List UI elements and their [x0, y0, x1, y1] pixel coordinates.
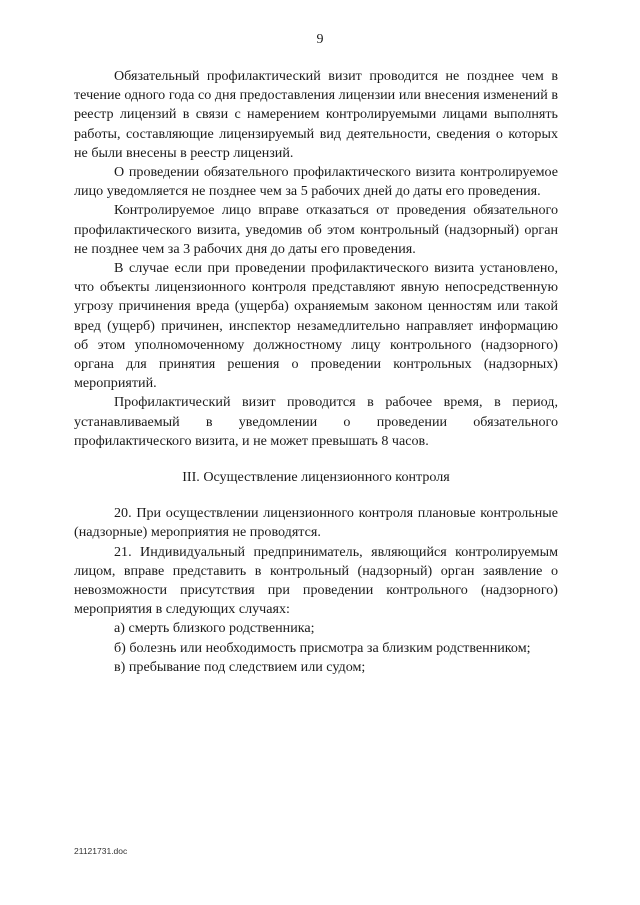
list-item-v: в) пребывание под следствием или судом;: [114, 658, 366, 675]
section-heading: III. Осуществление лицензионного контроля: [182, 469, 450, 486]
paragraph-mandatory-visit-deadline: Обязательный профилактический визит проводится не позднее чем в течение одного года со дня предоставления лицензии или внесения изменений в реестр лицензий в связи с намерением контролируемыми лицами выполнять работы, составляющие лицензируемый вид деятельности, сведения о которых не были внесены в реестр лицензий.: [74, 68, 558, 161]
paragraph-visit-refusal: Контролируемое лицо вправе отказаться от проведения обязательного профилактического визита, уведомив об этом контрольный (надзорный) орган не позднее чем за 3 рабочих дня до даты его проведения.: [74, 202, 558, 257]
page-number: 9: [316, 32, 324, 47]
paragraph-visit-notification: О проведении обязательного профилактического визита контролируемое лицо уведомляется не позднее чем за 5 рабочих дней до даты его проведения.: [74, 164, 558, 200]
document-body: [74, 67, 558, 677]
paragraph-item-20: 20. При осуществлении лицензионного контроля плановые контрольные (надзорные) мероприятия не проводятся.: [74, 505, 558, 541]
paragraph-threat-reporting: В случае если при проведении профилактического визита установлено, что объекты лицензионного контроля представляют явную непосредственную угрозу причинения вреда (ущерба) охраняемым законом ценностям или такой вред (ущерб) причинен, инспектор незамедлительно направляет информацию об этом уполномоченному должностному лицу контрольного (надзорного) органа для принятия решения о проведении контрольных (надзорных) мероприятий.: [74, 260, 558, 392]
list-item-b: б) болезнь или необходимость присмотра за близким родственником;: [114, 639, 531, 656]
paragraph-item-21: 21. Индивидуальный предприниматель, являющийся контролируемым лицом, вправе представить в контрольный (надзорный) орган заявление о невозможности присутствия при проведении контрольного (надзорного) мероприятия в следующих случаях:: [74, 543, 558, 618]
paragraph-visit-duration: Профилактический визит проводится в рабочее время, в период, устанавливаемый в уведомлении о проведении обязательного профилактического визита, и не может превышать 8 часов.: [74, 394, 558, 449]
footer-filename: 21121731.doc: [74, 846, 128, 856]
list-item-a: а) смерть близкого родственника;: [114, 620, 315, 637]
